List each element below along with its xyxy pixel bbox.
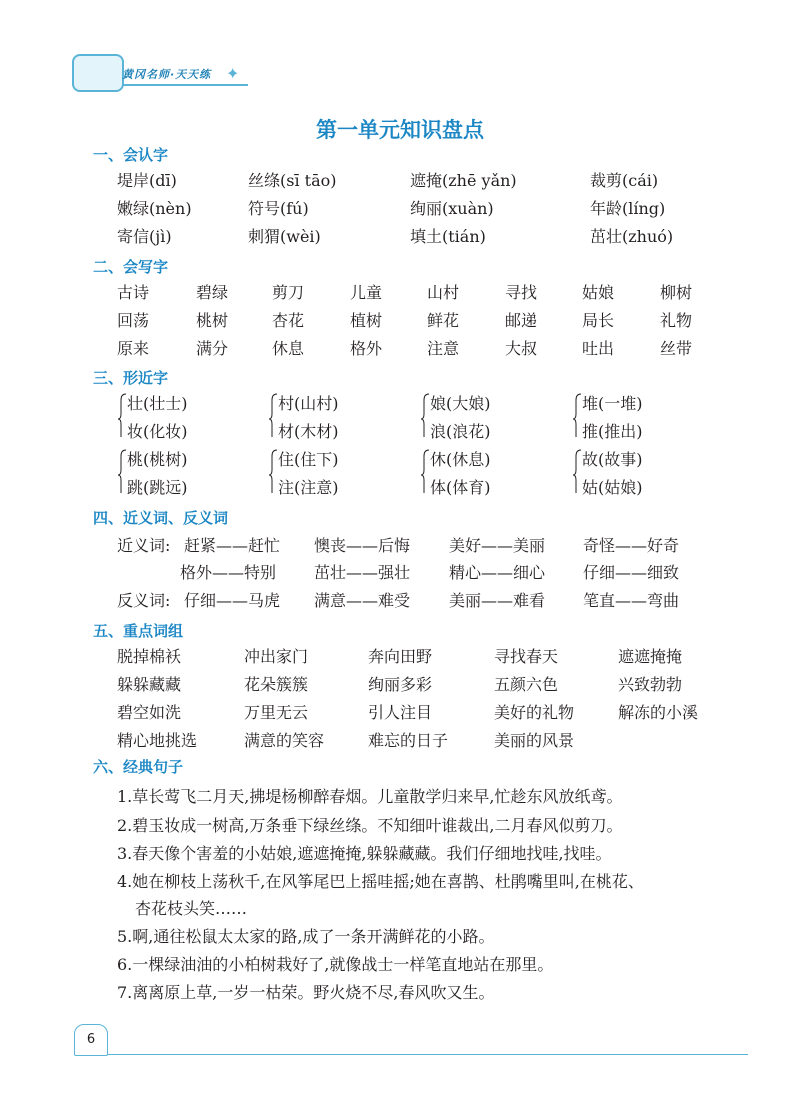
- synonym-pair: 茁壮——强壮: [314, 563, 411, 582]
- key-phrase: 解冻的小溪: [618, 703, 699, 722]
- write-word: 大叔: [505, 339, 538, 358]
- write-word: 碧绿: [196, 283, 229, 302]
- bear-icon: [72, 54, 124, 92]
- synonym-pair: 美好——美丽: [449, 536, 546, 555]
- recognize-word: 填土(tián): [410, 227, 486, 246]
- section-heading-1: 一、会认字: [93, 146, 169, 164]
- synonym-pair: 格外——特别: [180, 563, 277, 582]
- write-word: 礼物: [660, 311, 693, 330]
- write-word: 古诗: [117, 283, 150, 302]
- write-word: 吐出: [582, 339, 615, 358]
- similar-char: 壮(壮士): [127, 394, 188, 413]
- similar-char: 村(山村): [278, 394, 339, 413]
- similar-char: 浪(浪花): [430, 422, 491, 441]
- antonym-pair: 美丽——难看: [449, 591, 546, 610]
- synonym-pair: 仔细——细致: [583, 563, 680, 582]
- antonym-pair: 笔直——弯曲: [583, 591, 680, 610]
- key-phrase: 奔向田野: [368, 647, 433, 666]
- similar-char: 跳(跳远): [127, 478, 188, 497]
- write-word: 植树: [350, 311, 383, 330]
- write-word: 儿童: [350, 283, 383, 302]
- recognize-word: 寄信(jì): [117, 227, 172, 246]
- key-phrase: 万里无云: [244, 703, 309, 722]
- recognize-word: 符号(fú): [248, 199, 309, 218]
- header-underline: [122, 84, 248, 86]
- synonym-pair: 懊丧——后悔: [314, 536, 411, 555]
- classic-sentence: 3.春天像个害羞的小姑娘,遮遮掩掩,躲躲藏藏。我们仔细地找哇,找哇。: [117, 844, 612, 863]
- write-word: 原来: [117, 339, 150, 358]
- write-word: 桃树: [196, 311, 229, 330]
- write-word: 杏花: [272, 311, 305, 330]
- similar-char: 休(休息): [430, 450, 491, 469]
- recognize-word: 裁剪(cái): [590, 171, 659, 190]
- write-word: 格外: [350, 339, 383, 358]
- brace-icon: [420, 393, 430, 437]
- key-phrase: 精心地挑选: [117, 731, 198, 750]
- write-word: 寻找: [505, 283, 538, 302]
- antonym-pair: 仔细——马虎: [184, 591, 281, 610]
- similar-char: 妆(化妆): [127, 422, 188, 441]
- write-word: 鲜花: [427, 311, 460, 330]
- brace-icon: [117, 449, 127, 493]
- similar-char: 姑(姑娘): [582, 478, 643, 497]
- footer-line: [108, 1054, 748, 1055]
- key-phrase: 引人注目: [368, 703, 433, 722]
- key-phrase: 冲出家门: [244, 647, 309, 666]
- key-phrase: 碧空如洗: [117, 703, 182, 722]
- synonym-pair: 精心——细心: [449, 563, 546, 582]
- synonym-pair: 奇怪——好奇: [583, 536, 680, 555]
- antonym-pair: 满意——难受: [314, 591, 411, 610]
- brace-icon: [268, 393, 278, 437]
- classic-sentence: 7.离离原上草,一岁一枯荣。野火烧不尽,春风吹又生。: [117, 983, 495, 1002]
- write-word: 注意: [427, 339, 460, 358]
- brace-icon: [117, 393, 127, 437]
- key-phrase: 美好的礼物: [494, 703, 575, 722]
- similar-char: 堆(一堆): [582, 394, 643, 413]
- section-heading-2: 二、会写字: [93, 258, 169, 276]
- write-word: 邮递: [505, 311, 538, 330]
- write-word: 回荡: [117, 311, 150, 330]
- recognize-word: 刺猬(wèi): [248, 227, 321, 246]
- classic-sentence: 杏花枝头笑……: [135, 899, 248, 918]
- write-word: 柳树: [660, 283, 693, 302]
- classic-sentence: 6.一棵绿油油的小柏树栽好了,就像战士一样笔直地站在那里。: [117, 955, 554, 974]
- similar-char: 住(住下): [278, 450, 339, 469]
- key-phrase: 五颜六色: [494, 675, 559, 694]
- key-phrase: 满意的笑容: [244, 731, 325, 750]
- recognize-word: 丝绦(sī tāo): [248, 171, 337, 190]
- page-title: 第一单元知识盘点: [316, 118, 484, 142]
- brace-icon: [420, 449, 430, 493]
- section-heading-6: 六、经典句子: [93, 758, 184, 776]
- recognize-word: 绚丽(xuàn): [410, 199, 494, 218]
- series-name: 黄冈名师·天天练: [122, 68, 212, 81]
- similar-char: 体(体育): [430, 478, 491, 497]
- page-number: 6: [74, 1024, 108, 1056]
- similar-char: 推(推出): [582, 422, 643, 441]
- antonym-label: 反义词:: [117, 591, 171, 610]
- section-heading-4: 四、近义词、反义词: [93, 509, 229, 527]
- brace-icon: [572, 393, 582, 437]
- key-phrase: 绚丽多彩: [368, 675, 433, 694]
- recognize-word: 茁壮(zhuó): [590, 227, 674, 246]
- write-word: 休息: [272, 339, 305, 358]
- key-phrase: 躲躲藏藏: [117, 675, 182, 694]
- recognize-word: 年龄(líng): [590, 199, 666, 218]
- classic-sentence: 2.碧玉妆成一树高,万条垂下绿丝绦。不知细叶谁裁出,二月春风似剪刀。: [117, 816, 623, 835]
- key-phrase: 兴致勃勃: [618, 675, 683, 694]
- write-word: 姑娘: [582, 283, 615, 302]
- sparkle-icon: ✦: [226, 64, 240, 83]
- similar-char: 故(故事): [582, 450, 643, 469]
- key-phrase: 美丽的风景: [494, 731, 575, 750]
- brace-icon: [268, 449, 278, 493]
- similar-char: 娘(大娘): [430, 394, 491, 413]
- write-word: 山村: [427, 283, 460, 302]
- write-word: 剪刀: [272, 283, 305, 302]
- synonym-pair: 赶紧——赶忙: [184, 536, 281, 555]
- similar-char: 桃(桃树): [127, 450, 188, 469]
- write-word: 丝带: [660, 339, 693, 358]
- recognize-word: 嫩绿(nèn): [117, 199, 192, 218]
- similar-char: 注(注意): [278, 478, 339, 497]
- classic-sentence: 5.啊,通往松鼠太太家的路,成了一条开满鲜花的小路。: [117, 927, 495, 946]
- key-phrase: 难忘的日子: [368, 731, 449, 750]
- section-heading-5: 五、重点词组: [93, 622, 184, 640]
- write-word: 满分: [196, 339, 229, 358]
- classic-sentence: 1.草长莺飞二月天,拂堤杨柳醉春烟。儿童散学归来早,忙趁东风放纸鸢。: [117, 787, 623, 806]
- brace-icon: [572, 449, 582, 493]
- key-phrase: 花朵簇簇: [244, 675, 309, 694]
- recognize-word: 堤岸(dī): [117, 171, 177, 190]
- synonym-label: 近义词:: [117, 536, 171, 555]
- key-phrase: 脱掉棉袄: [117, 647, 182, 666]
- recognize-word: 遮掩(zhē yǎn): [410, 171, 517, 190]
- classic-sentence: 4.她在柳枝上荡秋千,在风筝尾巴上摇哇摇;她在喜鹊、杜鹃嘴里叫,在桃花、: [117, 872, 644, 891]
- key-phrase: 寻找春天: [494, 647, 559, 666]
- write-word: 局长: [582, 311, 615, 330]
- key-phrase: 遮遮掩掩: [618, 647, 683, 666]
- section-heading-3: 三、形近字: [93, 369, 169, 387]
- similar-char: 材(木材): [278, 422, 339, 441]
